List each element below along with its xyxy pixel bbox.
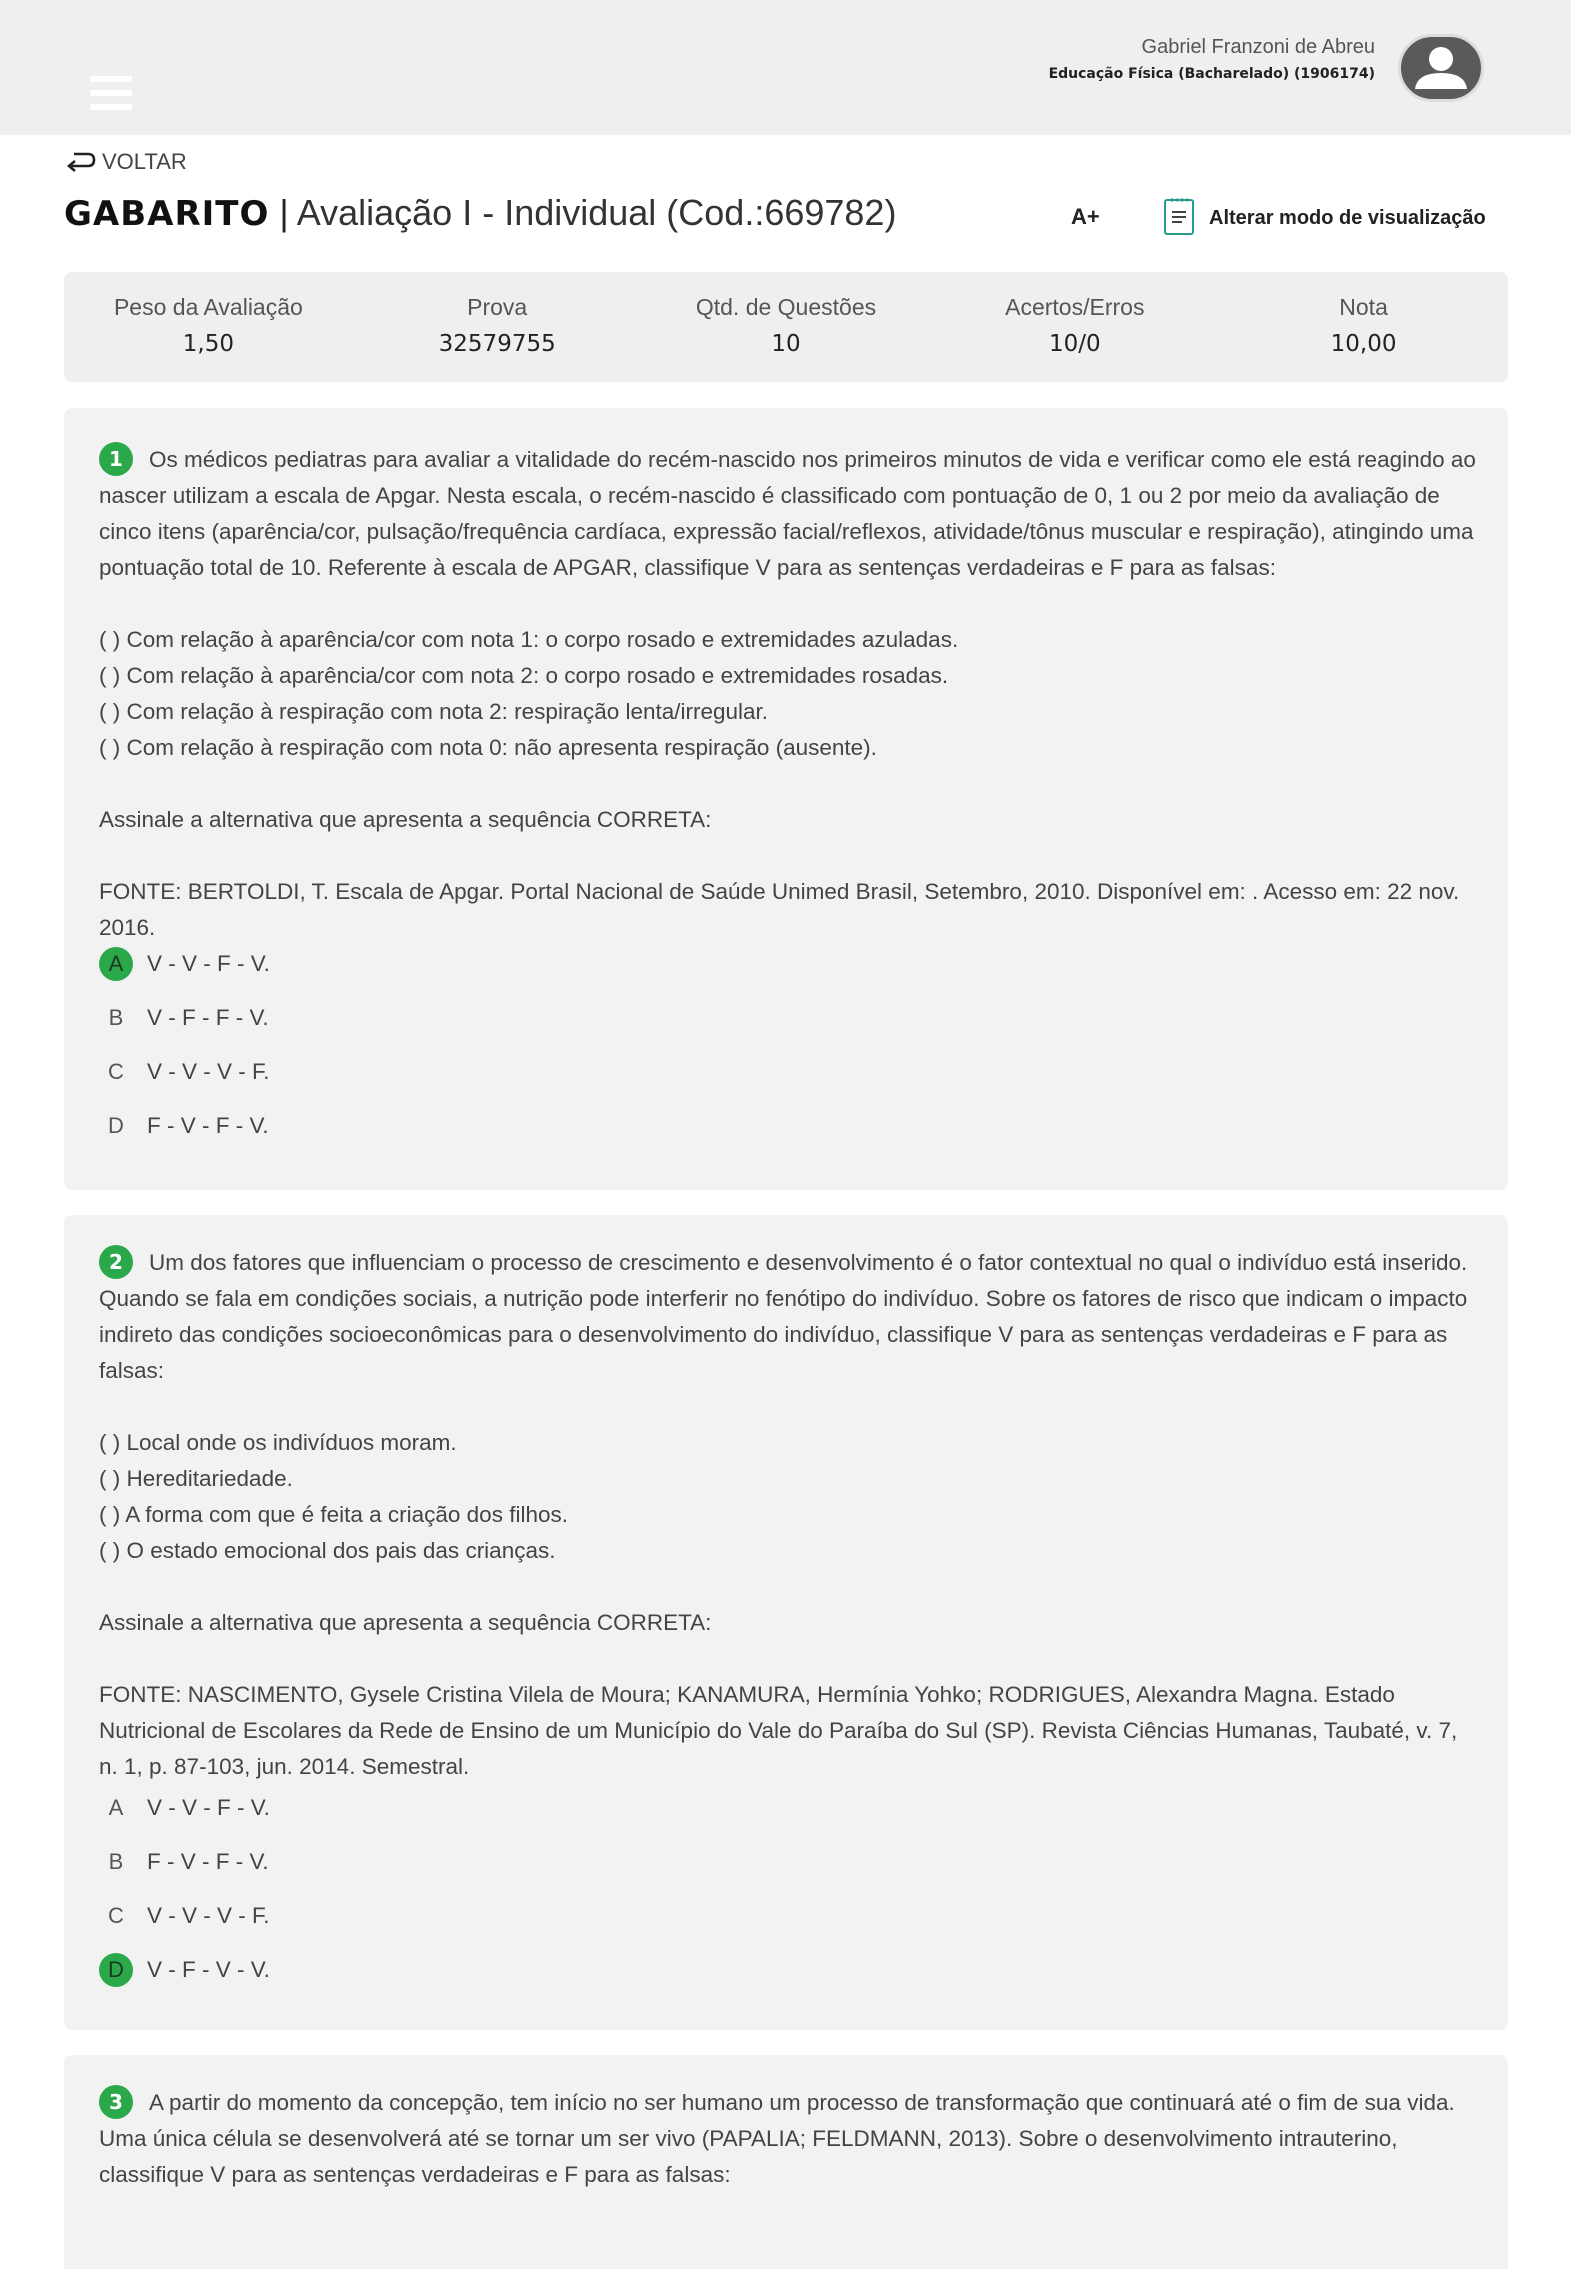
page-title <box>64 192 896 234</box>
option-letter-correct: A <box>99 947 133 981</box>
option-letter-correct: D <box>99 1953 133 1987</box>
title-assessment: Avaliação I - Individual (Cod.:669782) <box>296 192 897 233</box>
question-card-1 <box>64 408 1508 1190</box>
option-text: V - V - V - F. <box>147 1903 270 1928</box>
option-letter: D <box>108 1113 124 1138</box>
question-intro: A partir do momento da concepção, tem início no ser humano um processo de transformação que continuará até o fim de sua vida. Uma única célula se desenvolverá até se tornar um ser vivo (PAPALIA; FELDMANN, 2013). Sobre o desenvolvimento intrauterino, classifique V para as sentenças verdadeiras e F para as falsas: <box>99 2090 1455 2188</box>
statement: ( ) O estado emocional dos pais das crianças. <box>99 1538 556 1564</box>
stat-label: Acertos/Erros <box>1005 294 1145 320</box>
option-text: V - F - V - V. <box>147 1957 270 1982</box>
option-c[interactable] <box>99 1899 270 1933</box>
statement: ( ) Com relação à aparência/cor com nota 1: o corpo rosado e extremidades azuladas. <box>99 627 959 653</box>
option-c[interactable] <box>99 1055 270 1089</box>
stat-value: 10,00 <box>1330 331 1397 357</box>
return-arrow-icon <box>64 148 96 176</box>
statement: ( ) Com relação à respiração com nota 2: respiração lenta/irregular. <box>99 699 769 725</box>
stat-value: 1,50 <box>182 331 234 357</box>
user-course: Educação Física (Bacharelado) (1906174) <box>1048 66 1375 82</box>
option-a[interactable] <box>99 1791 270 1825</box>
font-size-button[interactable]: A+ <box>1071 204 1100 229</box>
option-letter: A <box>108 1795 124 1820</box>
option-letter: B <box>108 1005 124 1030</box>
question-prompt: Assinale a alternativa que apresenta a sequência CORRETA: <box>99 807 712 833</box>
statement: ( ) A forma com que é feita a criação dos filhos. <box>99 1502 568 1528</box>
document-icon <box>1163 196 1195 240</box>
title-separator: | <box>279 192 289 233</box>
back-label: VOLTAR <box>102 149 187 174</box>
option-letter: B <box>108 1849 124 1874</box>
statement: ( ) Hereditariedade. <box>99 1466 293 1492</box>
view-mode-button[interactable] <box>1163 196 1486 240</box>
question-number: 2 <box>99 1245 133 1279</box>
stat-value: 32579755 <box>438 331 556 357</box>
question-prompt: Assinale a alternativa que apresenta a sequência CORRETA: <box>99 1610 712 1636</box>
top-bar <box>0 0 1571 135</box>
stat-weight <box>64 272 353 382</box>
question-number: 1 <box>99 442 133 476</box>
question-number: 3 <box>99 2085 133 2119</box>
stat-value: 10/0 <box>1048 331 1101 357</box>
question-body <box>99 442 1478 946</box>
option-text: V - F - F - V. <box>147 1005 269 1030</box>
question-source: FONTE: BERTOLDI, T. Escala de Apgar. Portal Nacional de Saúde Unimed Brasil, Setembro, 2010. Disponível em: . Acesso em: 22 nov. 2016. <box>99 879 1460 941</box>
stat-hits-errors <box>930 272 1219 382</box>
option-letter: C <box>108 1059 124 1084</box>
question-intro: Um dos fatores que influenciam o processo de crescimento e desenvolvimento é o fator contextual no qual o indivíduo está inserido. Quando se fala em condições sociais, a nutrição pode interferir no fenótipo do indivíduo. Sobre os fatores de risco que indicam o impacto indireto das condições socioeconômicas para o desenvolvimento do indivíduo, classifique V para as sentenças verdadeiras e F para as falsas: <box>99 1250 1468 1384</box>
stat-label: Nota <box>1339 294 1388 320</box>
stat-questions <box>642 272 931 382</box>
back-button[interactable] <box>64 148 187 176</box>
statement: ( ) Local onde os indivíduos moram. <box>99 1430 457 1456</box>
question-source: FONTE: NASCIMENTO, Gysele Cristina Vilela de Moura; KANAMURA, Hermínia Yohko; RODRIGUES, Alexandra Magna. Estado Nutricional de Escolares da Rede de Ensino de um Município do Vale do Paraíba do Sul (SP). Revista Ciências Humanas, Taubaté, v. 7, n. 1, p. 87-103, jun. 2014. Semestral. <box>99 1682 1458 1780</box>
stat-grade <box>1219 272 1508 382</box>
option-letter: C <box>108 1903 124 1928</box>
question-card-2 <box>64 1215 1508 2030</box>
menu-icon[interactable] <box>90 76 132 110</box>
assessment-summary <box>64 272 1508 382</box>
option-b[interactable] <box>99 1001 269 1035</box>
statement: ( ) Com relação à respiração com nota 0: não apresenta respiração (ausente). <box>99 735 877 761</box>
option-text: V - V - V - F. <box>147 1059 270 1084</box>
stat-label: Prova <box>467 294 528 320</box>
title-gabarito: GABARITO <box>64 194 270 234</box>
stat-label: Peso da Avaliação <box>113 294 303 320</box>
stat-exam <box>353 272 642 382</box>
option-b[interactable] <box>99 1845 269 1879</box>
stat-value: 10 <box>771 331 801 357</box>
option-text: F - V - F - V. <box>147 1849 269 1874</box>
user-name: Gabriel Franzoni de Abreu <box>1141 36 1375 58</box>
avatar-icon[interactable] <box>1398 34 1484 102</box>
question-body <box>99 2085 1478 2193</box>
question-intro: Os médicos pediatras para avaliar a vitalidade do recém-nascido nos primeiros minutos de vida e verificar como ele está reagindo ao nascer utilizam a escala de Apgar. Nesta escala, o recém-nascido é classificado com pontuação de 0, 1 ou 2 por meio da avaliação de cinco itens (aparência/cor, pulsação/frequência cardíaca, expressão facial/reflexos, atividade/tônus muscular e respiração), atingindo uma pontuação total de 10. Referente à escala de APGAR, classifique V para as sentenças verdadeiras e F para as falsas: <box>99 447 1476 581</box>
question-body <box>99 1245 1478 1785</box>
view-mode-label: Alterar modo de visualização <box>1209 206 1486 229</box>
question-card-3 <box>64 2055 1508 2269</box>
option-text: V - V - F - V. <box>147 951 270 976</box>
stat-label: Qtd. de Questões <box>695 294 877 320</box>
option-d[interactable] <box>99 1109 269 1143</box>
option-text: F - V - F - V. <box>147 1113 269 1138</box>
option-a[interactable] <box>99 947 270 981</box>
option-d[interactable] <box>99 1953 270 1987</box>
option-text: V - V - F - V. <box>147 1795 270 1820</box>
statement: ( ) Com relação à aparência/cor com nota 2: o corpo rosado e extremidades rosadas. <box>99 663 949 689</box>
